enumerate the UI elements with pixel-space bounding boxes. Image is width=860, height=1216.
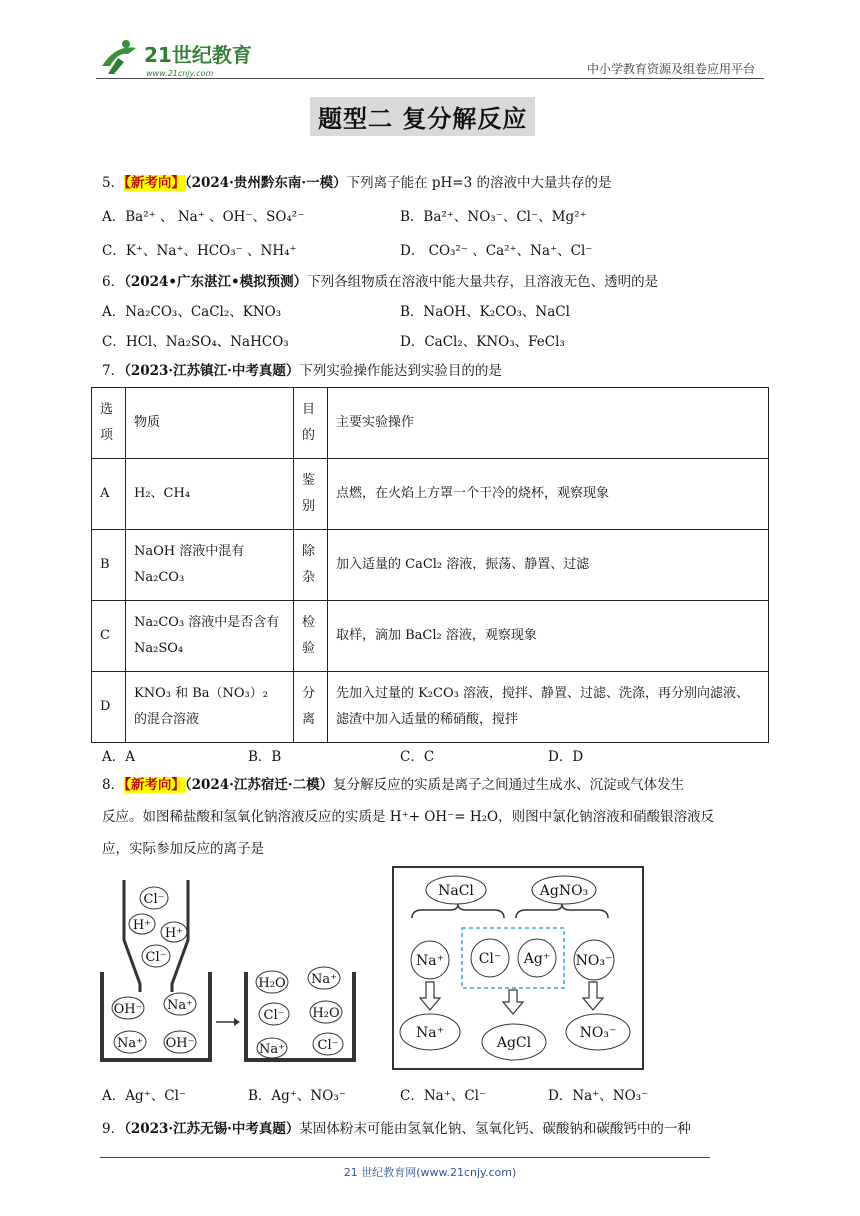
q7-answer-a[interactable]: A．A (102, 749, 135, 765)
ion-label: OH⁻ (113, 1002, 143, 1017)
table-cell: 加入适量的 CaCl₂ 溶液，振荡、静置、过滤 (328, 530, 769, 601)
table-header-cell: 主要实验操作 (328, 388, 769, 459)
product-label: AgCl (496, 1035, 532, 1051)
q6-option-a[interactable]: A．Na₂CO₃、CaCl₂、KNO₃ (102, 304, 282, 320)
q5-option-b[interactable]: B．Ba²⁺、NO₃⁻、Cl⁻、Mg²⁺ (400, 209, 587, 225)
platform-label: 中小学教育资源及组卷应用平台 (586, 62, 755, 76)
logo-text: 21世纪教育 (144, 43, 252, 67)
q8-option-b[interactable]: B．Ag⁺、NO₃⁻ (248, 1088, 346, 1104)
ion-label: H⁺ (164, 926, 184, 941)
ion-label: Cl⁻ (145, 950, 167, 965)
table-cell: 检验 (294, 601, 328, 672)
q5-tag: 【新考向】 (124, 175, 185, 191)
table-cell: C (92, 601, 126, 672)
table-cell: NaOH 溶液中混有Na₂CO₃ (126, 530, 294, 601)
q8-option-d[interactable]: D．Na⁺、NO₃⁻ (548, 1088, 649, 1104)
table-cell: H₂、CH₄ (126, 459, 294, 530)
table-cell: KNO₃ 和 Ba（NO₃）₂ 的混合溶液 (126, 672, 294, 743)
ion-label: NO₃⁻ (575, 953, 613, 969)
table-header-cell: 选项 (92, 388, 126, 459)
ion-label: Ag⁺ (523, 951, 551, 967)
header-divider (96, 78, 764, 79)
site-logo (96, 36, 266, 80)
q6-option-c[interactable]: C．HCl、Na₂SO₄、NaHCO₃ (102, 334, 289, 350)
ion-label: Na⁺ (259, 1042, 285, 1057)
reactant-label: NaCl (438, 883, 474, 899)
table-row (92, 672, 769, 743)
table-row (92, 459, 769, 530)
table-row (92, 601, 769, 672)
table-cell: 分离 (294, 672, 328, 743)
table-cell: B (92, 530, 126, 601)
ion-label: Na⁺ (311, 972, 337, 987)
table-cell: Na₂CO₃ 溶液中是否含有 Na₂SO₄ (126, 601, 294, 672)
q7-stem: 7．（2023·江苏镇江·中考真题）下列实验操作能达到实验目的的是 (102, 363, 502, 379)
product-label: Na⁺ (416, 1025, 444, 1041)
table-cell: 先加入过量的 K₂CO₃ 溶液，搅拌、静置、过滤、洗涤，再分别向滤液、滤渣中加入适量的稀硝酸，搅拌 (328, 672, 769, 743)
q6-stem: 6．（2024•广东湛江•模拟预测）下列各组物质在溶液中能大量共存，且溶液无色、透明的是 (102, 274, 659, 290)
q5-option-a[interactable]: A．Ba²⁺ 、 Na⁺ 、OH⁻、SO₄²⁻ (102, 209, 305, 225)
table-cell: 鉴别 (294, 459, 328, 530)
table-cell: A (92, 459, 126, 530)
table-header-cell: 目的 (294, 388, 328, 459)
ion-label: Cl⁻ (143, 892, 165, 907)
neutralization-diagram (100, 876, 362, 1068)
q5-stem: 5．【新考向】（2024·贵州黔东南·一模）下列离子能在 pH=3 的溶液中大量共存的是 (102, 175, 612, 191)
q8-option-c[interactable]: C．Na⁺、Cl⁻ (400, 1088, 487, 1104)
ion-label: H₂O (312, 1006, 340, 1021)
q7-answer-c[interactable]: C．C (400, 749, 435, 765)
ion-label: Na⁺ (416, 953, 444, 969)
page-title: 题型二 复分解反应 (310, 97, 535, 136)
ion-label: OH⁻ (165, 1036, 195, 1051)
q8-option-a[interactable]: A．Ag⁺、Cl⁻ (102, 1088, 187, 1104)
table-header-cell: 物质 (126, 388, 294, 459)
reactant-label: AgNO₃ (539, 883, 589, 899)
q8-tag: 【新考向】 (124, 777, 185, 793)
ion-label: Cl⁻ (317, 1038, 339, 1053)
q9-stem: 9．（2023·江苏无锡·中考真题）某固体粉末可能由氢氧化钠、氢氧化钙、碳酸钠和碳酸钙中的一种 (102, 1121, 691, 1137)
ion-label: Na⁺ (117, 1036, 143, 1051)
q7-table (91, 387, 769, 743)
q8-stem-line2: 反应。如图稀盐酸和氢氧化钠溶液反应的实质是 H⁺+ OH⁻= H₂O，则图中氯化钠溶液和硝酸银溶液反 (102, 809, 715, 825)
q7-answer-b[interactable]: B．B (248, 749, 282, 765)
q5-option-c[interactable]: C．K⁺、Na⁺、HCO₃⁻ 、NH₄⁺ (102, 243, 297, 259)
q5-option-d[interactable]: D． CO₃²⁻ 、Ca²⁺、Na⁺、Cl⁻ (400, 243, 593, 259)
q8-stem-line1: 8．【新考向】（2024·江苏宿迁·二模）复分解反应的实质是离子之间通过生成水、沉淀或气体发生 (102, 777, 685, 793)
ion-label: Cl⁻ (263, 1008, 285, 1023)
table-cell: D (92, 672, 126, 743)
table-row (92, 530, 769, 601)
precipitation-diagram (392, 866, 644, 1070)
footer-text: 21 世纪教育网(www.21cnjy.com) (343, 1166, 517, 1179)
ion-label: H₂O (258, 976, 286, 991)
table-cell: 点燃，在火焰上方罩一个干冷的烧杯，观察现象 (328, 459, 769, 530)
table-header-row (92, 388, 769, 459)
logo-url: www.21cnjy.com (146, 69, 214, 78)
q6-option-b[interactable]: B．NaOH、K₂CO₃、NaCl (400, 304, 570, 320)
ion-label: Cl⁻ (478, 951, 502, 967)
footer-divider (100, 1157, 710, 1158)
q8-stem-line3: 应，实际参加反应的离子是 (102, 841, 264, 857)
table-cell: 除杂 (294, 530, 328, 601)
ion-label: H⁺ (132, 918, 152, 933)
q6-option-d[interactable]: D．CaCl₂、KNO₃、FeCl₃ (400, 334, 565, 350)
ion-label: Na⁺ (167, 998, 193, 1013)
table-cell: 取样，滴加 BaCl₂ 溶液，观察现象 (328, 601, 769, 672)
product-label: NO₃⁻ (579, 1025, 617, 1041)
q7-answer-d[interactable]: D．D (548, 749, 584, 765)
